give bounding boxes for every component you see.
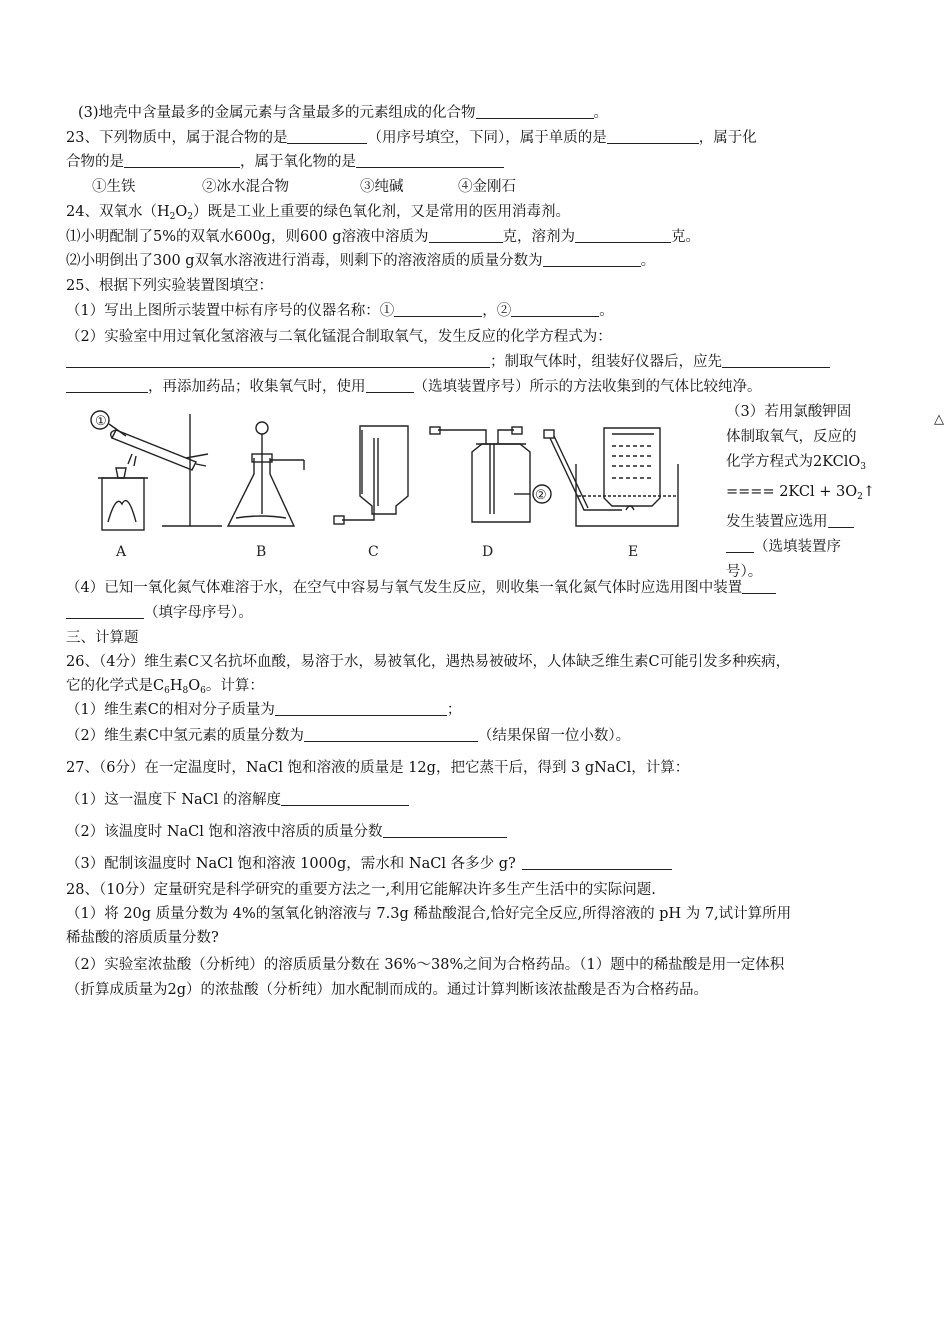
q28-part1-line2: 稀盐酸的溶质质量分数? bbox=[66, 930, 219, 946]
q25-part2-line2: ；制取气体时，组装好仪器后，应先 bbox=[66, 352, 830, 372]
q26-line1: 26、（4分）维生素C又名抗坏血酸，易溶于水，易被氧化，遇热易被破坏，人体缺乏维生素C可能引发多种疾病， bbox=[66, 654, 791, 670]
label-c: C bbox=[368, 544, 379, 560]
label-e: E bbox=[628, 544, 639, 560]
q24-part1: ⑴小明配制了5%的双氧水600g，则600 g溶液中溶质为 克，溶剂为 克。 bbox=[66, 229, 701, 245]
q27-stem: 27、（6分）在一定温度时，NaCl 饱和溶液的质量是 12g，把它蒸干后，得到 3 gNaCl，计算： bbox=[66, 760, 690, 776]
q25-part4-line1: （4）已知一氧化氮气体难溶于水，在空气中容易与氧气发生反应，则收集一氧化氮气体时应选用图中装置 bbox=[66, 578, 776, 598]
option-1: ①生铁 bbox=[92, 179, 136, 195]
q25-part3-line2: 体制取氧气，反应的 bbox=[726, 429, 857, 445]
q27-part1: （1）这一温度下 NaCl 的溶解度 bbox=[66, 790, 409, 810]
q25-part3-line6: （选填装置序 bbox=[726, 535, 884, 560]
label-d: D bbox=[482, 544, 494, 560]
q23-line2: 合物的是 ，属于氧化物的是 bbox=[66, 152, 504, 172]
q25-part2-line1: （2）实验室中用过氧化氢溶液与二氧化锰混合制取氧气，发生反应的化学方程式为： bbox=[66, 329, 612, 345]
q26-line2: 它的化学式是$C_6H_8O_6$。计算： bbox=[66, 678, 264, 696]
q25-part4-line2: （填字母序号）。 bbox=[66, 603, 253, 623]
label-b: B bbox=[256, 544, 267, 560]
apparatus-d bbox=[430, 427, 551, 560]
mark-2: ② bbox=[535, 488, 547, 503]
q24-stem: 24、双氧水$(H_2O_2)$既是工业上重要的绿色氧化剂，又是常用的医用消毒剂。 bbox=[66, 204, 570, 222]
q25-part3 bbox=[726, 400, 884, 585]
q25-part3-line1: （3）若用氯酸钾固 bbox=[726, 404, 852, 420]
apparatus-c bbox=[334, 426, 408, 560]
q22-part3: (3)地壳中含量最多的金属元素与含量最多的元素组成的化合物 。 bbox=[78, 105, 609, 121]
triangle-mark: △ bbox=[934, 412, 944, 427]
q24-part2: ⑵小明倒出了300 g双氧水溶液进行消毒，则剩下的溶液溶质的质量分数为 。 bbox=[66, 253, 656, 269]
q28-part2-line2: （折算成质量为2g）的浓盐酸（分析纯）加水配制而成的。通过计算判断该浓盐酸是否为合格药品。 bbox=[66, 982, 709, 998]
q27-part3: （3）配制该温度时 NaCl 饱和溶液 1000g，需水和 NaCl 各多少 g? bbox=[66, 854, 672, 874]
q25-part3-line3: 化学方程式为2KClO$_3$ bbox=[726, 454, 867, 472]
q28-stem: 28、（10分）定量研究是科学研究的重要方法之一,利用它能解决许多生产生活中的实际问题. bbox=[66, 882, 656, 898]
apparatus-figure bbox=[78, 402, 718, 572]
q28-part1-line1: （1）将 20g 质量分数为 4%的氢氧化钠溶液与 7.3g 稀盐酸混合,恰好完全反应,所得溶液的 pH 为 7,试计算所用 bbox=[66, 906, 792, 922]
section-3-heading: 三、计算题 bbox=[66, 630, 139, 646]
q26-part2: （2）维生素C中氢元素的质量分数为 （结果保留一位小数）。 bbox=[66, 728, 631, 744]
apparatus-e bbox=[544, 428, 678, 560]
option-4: ④金刚石 bbox=[458, 179, 516, 195]
q23-line1: 23、下列物质中，属于混合物的是 （用序号填空，下同），属于单质的是 ，属于化 bbox=[66, 130, 757, 146]
q25-part3-line7: 号）。 bbox=[726, 564, 763, 580]
q26-part1: （1）维生素C的相对分子质量为 ； bbox=[66, 702, 462, 718]
q25-part3-line5: 发生装置应选用 bbox=[726, 510, 884, 535]
q25-part1: （1）写出上图所示装置中标有序号的仪器名称：① ，② 。 bbox=[66, 303, 614, 319]
q25-part2-line3: ，再添加药品；收集氧气时，使用 （选填装置序号）所示的方法收集到的气体比较纯净。 bbox=[66, 377, 762, 397]
apparatus-a bbox=[91, 411, 222, 560]
q25-stem: 25、根据下列实验装置图填空： bbox=[66, 278, 273, 294]
q27-part2: （2）该温度时 NaCl 饱和溶液中溶质的质量分数 bbox=[66, 822, 507, 842]
option-2: ②冰水混合物 bbox=[202, 179, 289, 195]
q23-options bbox=[92, 177, 516, 197]
q25-part3-line4: ==== $2KCl + 3O_2↑$ bbox=[726, 484, 875, 502]
apparatus-b bbox=[228, 422, 304, 560]
mark-1: ① bbox=[95, 414, 107, 429]
option-3: ③纯碱 bbox=[360, 179, 404, 195]
q28-part2-line1: （2）实验室浓盐酸（分析纯）的溶质质量分数在 36%～38%之间为合格药品。（1）题中的稀盐酸是用一定体积 bbox=[66, 957, 785, 973]
label-a: A bbox=[116, 544, 127, 560]
